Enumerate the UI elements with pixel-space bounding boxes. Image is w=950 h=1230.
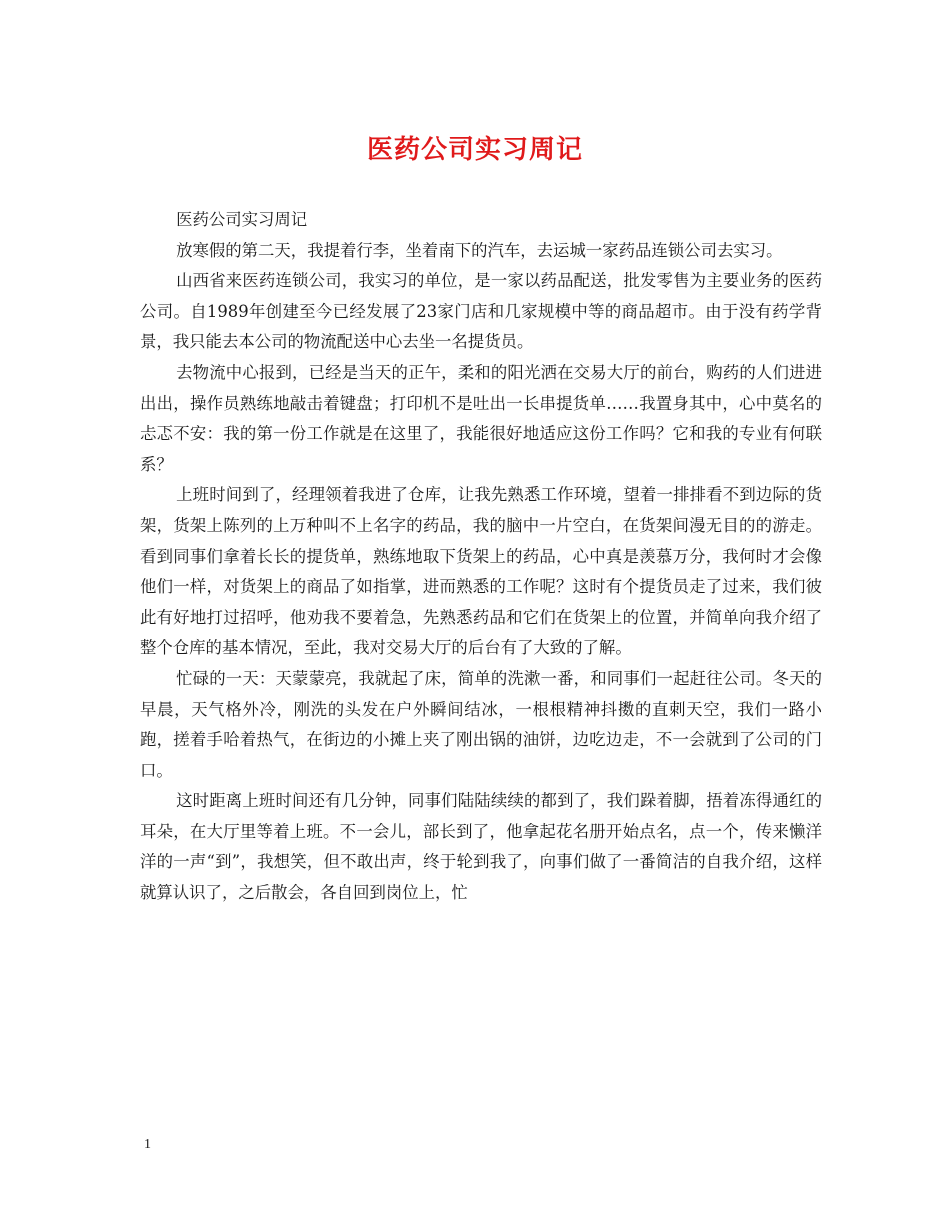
document-title: 医药公司实习周记 bbox=[366, 135, 583, 165]
paragraph: 山西省来医药连锁公司，我实习的单位，是一家以药品配送，批发零售为主要业务的医药公司。自1989年创建至今已经发展了23家门店和几家规模中等的商品超市。由于没有药学背景，我只能去本公司的物流配送中心去坐一名提货员。 bbox=[140, 271, 822, 352]
paragraph: 医药公司实习周记 bbox=[176, 210, 308, 229]
page-number: 1 bbox=[144, 1137, 151, 1152]
paragraph: 这时距离上班时间还有几分钟，同事们陆陆续续的都到了，我们跺着脚，捂着冻得通红的耳朵，在大厅里等着上班。不一会儿，部长到了，他拿起花名册开始点名，点一个，传来懒洋洋的一声“到”，我想笑，但不敢出声，终于轮到我了，向事们做了一番简洁的自我介绍，这样就算认识了，之后散会，各自回到岗位上，忙 bbox=[140, 791, 822, 903]
paragraph: 上班时间到了，经理领着我进了仓库，让我先熟悉工作环境，望着一排排看不到边际的货架，货架上陈列的上万种叫不上名字的药品，我的脑中一片空白，在货架间漫无目的的游走。看到同事们拿着长长的提货单，熟练地取下货架上的药品，心中真是羡慕万分，我何时才会像他们一样，对货架上的商品了如指掌，进而熟悉的工作呢？这时有个提货员走了过来，我们彼此有好地打过招呼，他劝我不要着急，先熟悉药品和它们在货架上的位置，并简单向我介绍了整个仓库的基本情况，至此，我对交易大厅的后台有了大致的了解。 bbox=[140, 485, 822, 658]
paragraph: 放寒假的第二天，我提着行李，坐着南下的汽车，去运城一家药品连锁公司去实习。 bbox=[176, 240, 783, 260]
document-body bbox=[140, 205, 822, 909]
paragraph: 去物流中心报到，已经是当天的正午，柔和的阳光洒在交易大厅的前台，购药的人们进进出出，操作员熟练地敲击着键盘；打印机不是吐出一长串提货单……我置身其中，心中莫名的忐忑不安：我的第一份工作就是在这里了，我能很好地适应这份工作吗？它和我的专业有何联系？ bbox=[140, 362, 822, 474]
paragraph: 忙碌的一天：天蒙蒙亮，我就起了床，简单的洗漱一番，和同事们一起赶往公司。冬天的早晨，天气格外冷，刚洗的头发在户外瞬间结冰，一根根精神抖擞的直刺天空，我们一路小跑，搓着手哈着热气，在街边的小摊上夹了刚出锅的油饼，边吃边走，不一会就到了公司的门口。 bbox=[140, 668, 822, 780]
